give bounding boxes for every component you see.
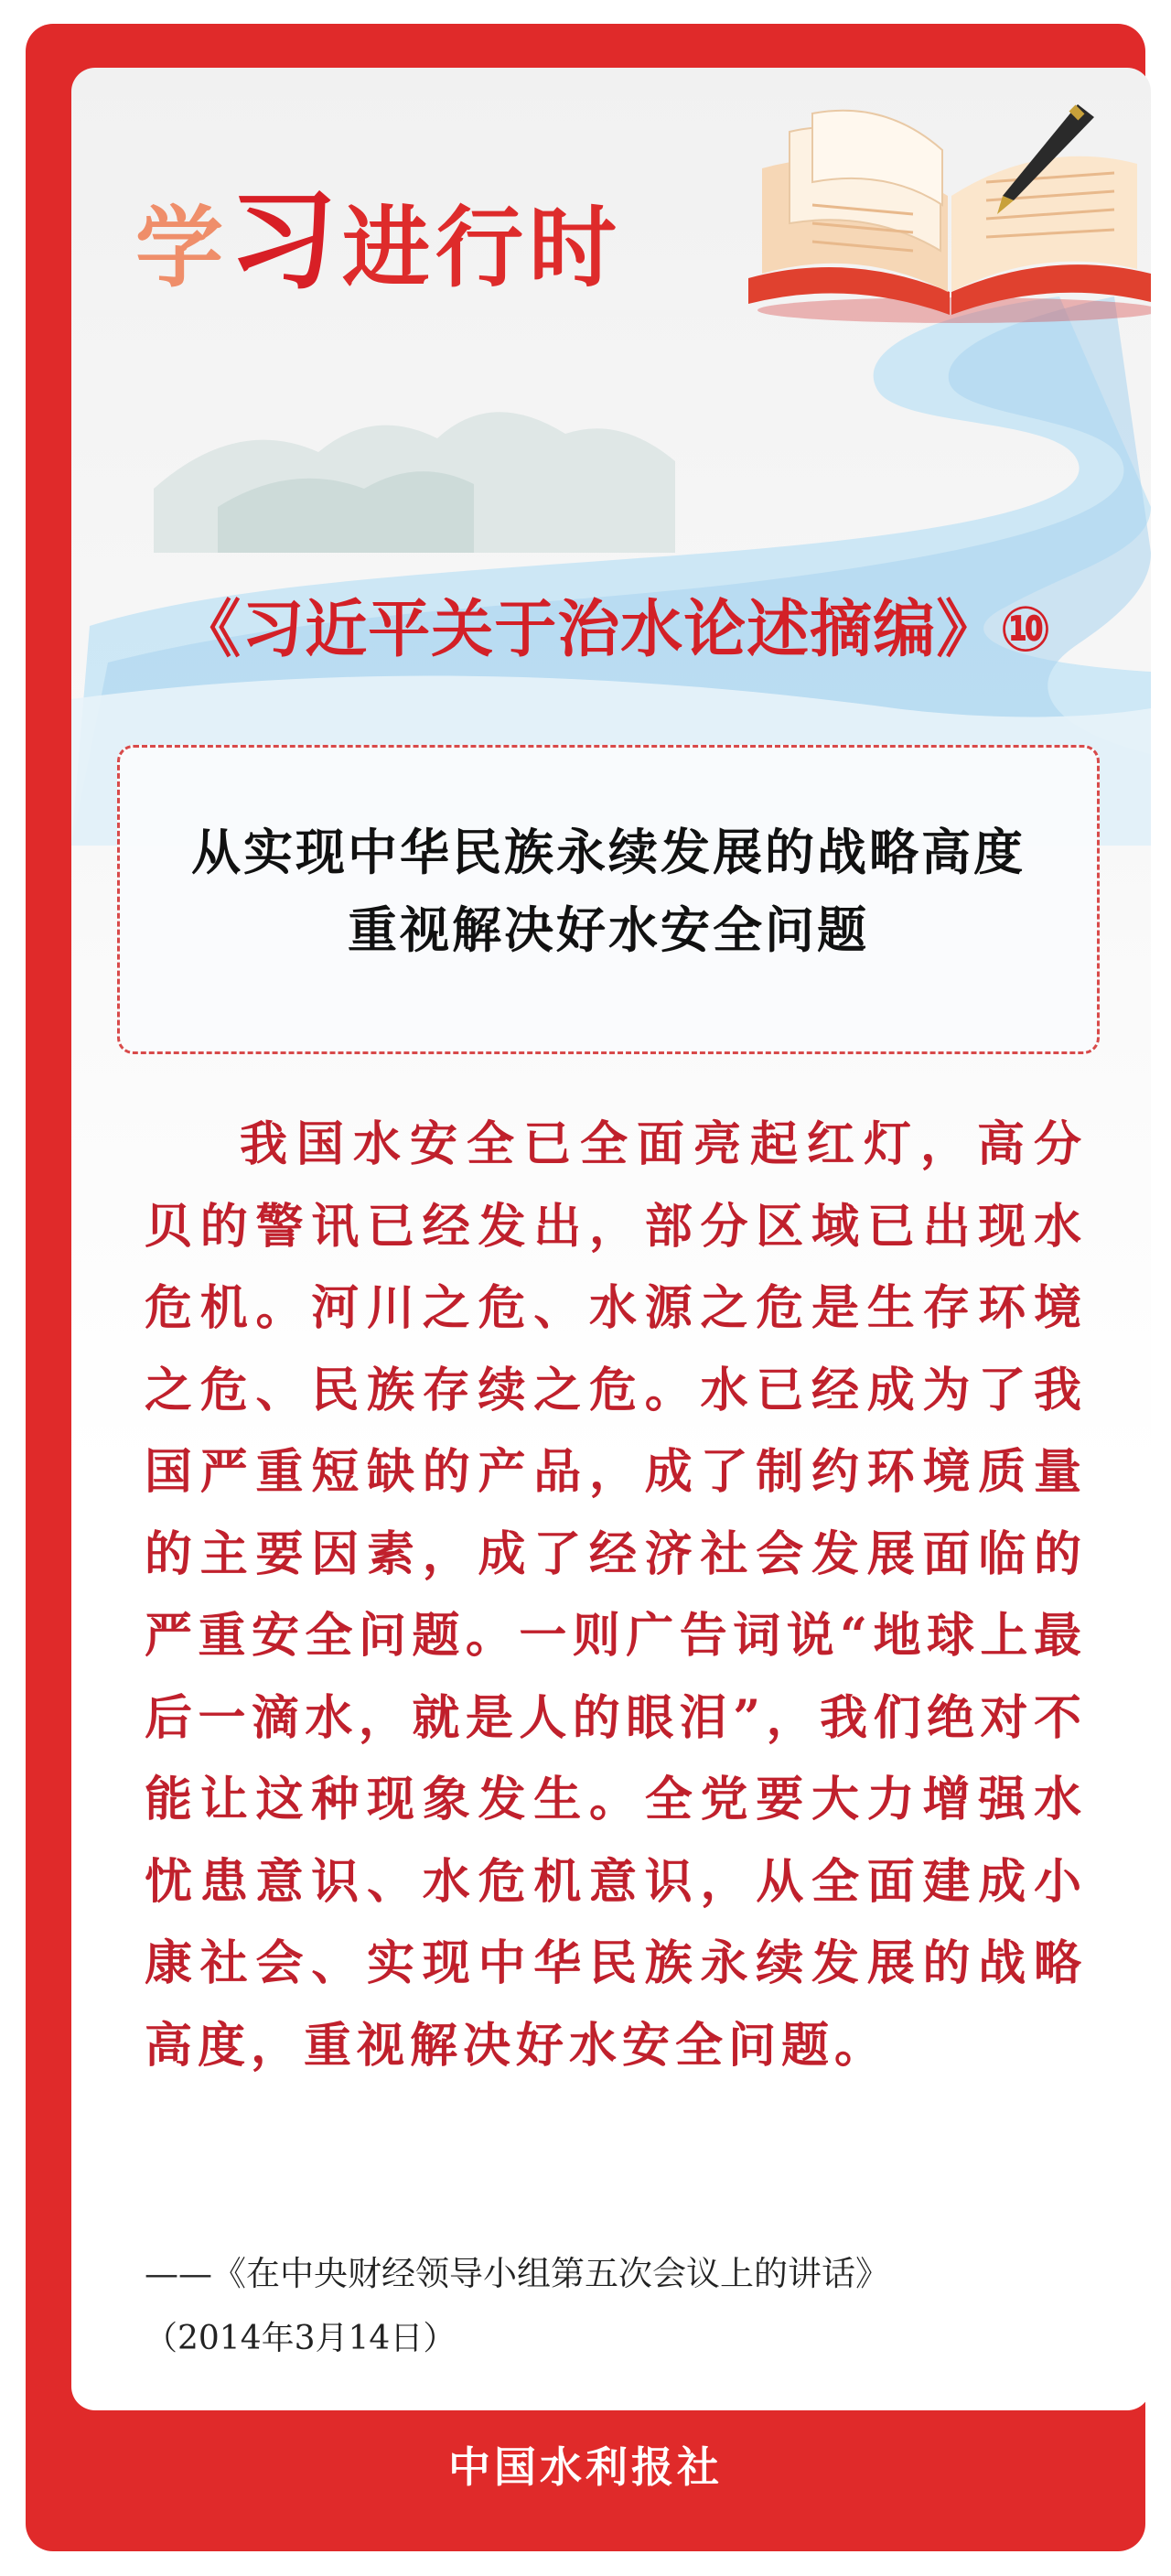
footer-publisher: 中国水利报社 bbox=[448, 2442, 723, 2492]
content-panel bbox=[71, 68, 1151, 2410]
masthead-char-2: 习 bbox=[229, 178, 343, 304]
series-title: 《习近平关于治水论述摘编》⑩ bbox=[178, 594, 1053, 666]
quote-body: 我国水安全已全面亮起红灯，高分贝的警讯已经发出，部分区域已出现水危机。河川之危、水源之危是生存环境之危、民族存续之危。水已经成为了我国严重短缺的产品，成了制约环境质量的主要因素，成了经济社会发展面临的严重安全问题。一则广告词说“地球上最后一滴水，就是人的眼泪”，我们绝对不能让这种现象发生。全党要大力增强水忧患意识、水危机意识，从全面建成小康社会、实现中华民族永续发展的战略高度，重视解决好水安全问题。 bbox=[145, 1116, 1087, 2074]
quote-source: ——《在中央财经领导小组第五次会议上的讲话》 bbox=[145, 2254, 889, 2293]
masthead-char-3: 进行时 bbox=[342, 197, 623, 299]
masthead-logo bbox=[135, 178, 623, 304]
heading-box bbox=[117, 745, 1100, 1054]
heading-line-2: 重视解决好水安全问题 bbox=[348, 900, 869, 959]
article-heading bbox=[120, 814, 1097, 969]
open-book-icon bbox=[712, 95, 1151, 333]
page-frame bbox=[26, 24, 1145, 2551]
quote-date: （2014年3月14日） bbox=[145, 2320, 457, 2357]
heading-line-1: 从实现中华民族永续发展的战略高度 bbox=[191, 823, 1026, 881]
masthead-char-1: 学 bbox=[135, 197, 229, 299]
